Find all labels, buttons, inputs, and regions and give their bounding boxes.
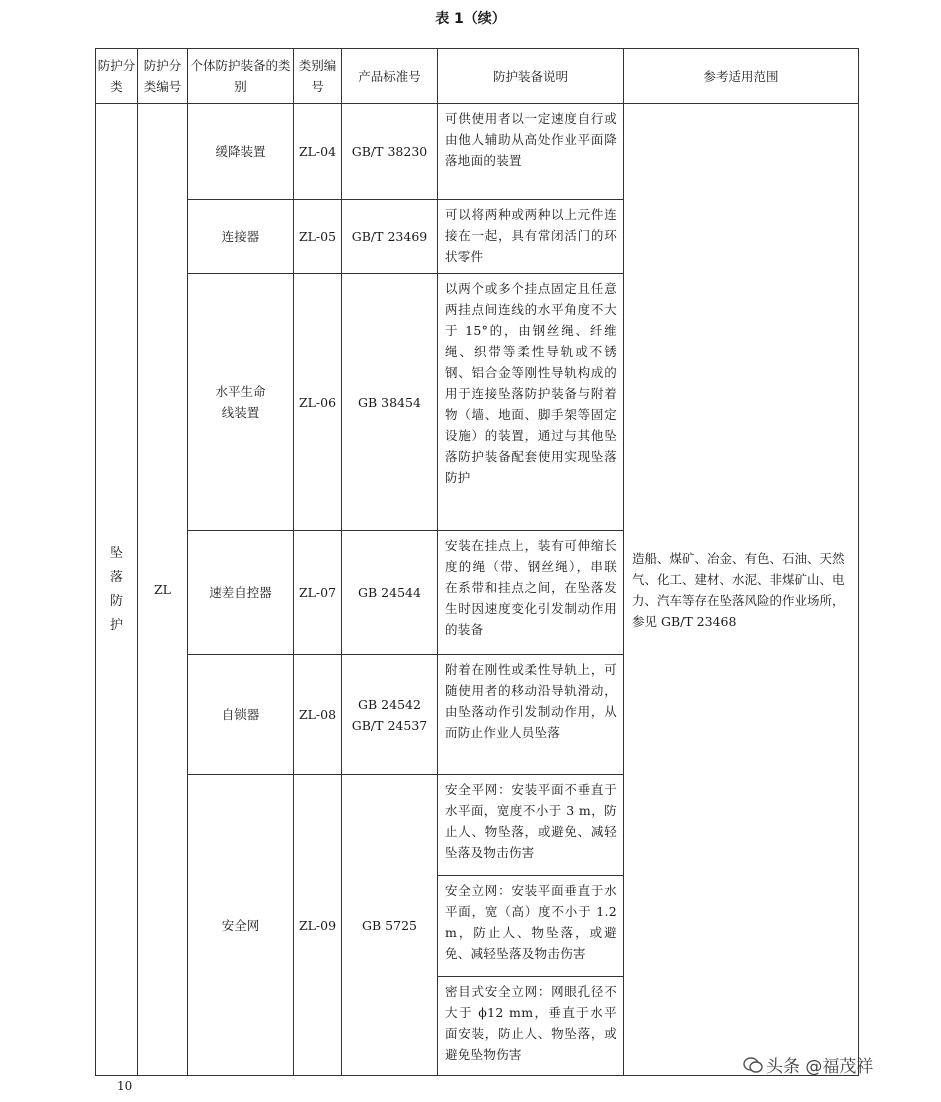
scope-cell: 造船、煤矿、冶金、有色、石油、天然气、化工、建材、水泥、非煤矿山、电力、汽车等存在坠落风险的作业场所，参见 GB/T 23468 — [624, 104, 859, 1076]
header-category: 防护分类 — [96, 49, 138, 104]
header-standard: 产品标准号 — [342, 49, 438, 104]
equipment-description: 可供使用者以一定速度自行或由他人辅助从高处作业平面降落地面的装置 — [438, 104, 624, 200]
table-row — [96, 104, 859, 200]
header-category-code: 防护分类编号 — [138, 49, 188, 104]
page-number: 10 — [117, 1079, 133, 1093]
equipment-name: 自锁器 — [188, 655, 294, 775]
category-cell — [96, 104, 138, 1076]
equipment-description: 以两个或多个挂点固定且任意两挂点间连线的水平角度不大于 15°的，由钢丝绳、纤维绳、织带等柔性导轨或不锈钢、铝合金等刚性导轨构成的用于连接坠落防护装备与附着物（墙、地面、脚手架等固定设施）的装置，通过与其他坠落防护装备配套使用实现坠落防护 — [438, 274, 624, 531]
equipment-standard: GB/T 23469 — [342, 200, 438, 274]
protection-table — [95, 48, 859, 1076]
equipment-description: 安全立网：安装平面垂直于水平面，宽（高）度不小于 1.2 m，防止人、物坠落，或避免、减轻坠落及物击伤害 — [438, 876, 624, 977]
equipment-name-text: 水平生命线装置 — [215, 384, 266, 420]
equipment-name: 安全网 — [188, 775, 294, 1076]
equipment-code: ZL-07 — [294, 531, 342, 655]
equipment-standard: GB 5725 — [342, 775, 438, 1076]
table-title: 表 1（续） — [435, 11, 506, 27]
equipment-code: ZL-09 — [294, 775, 342, 1076]
equipment-standard: GB/T 38230 — [342, 104, 438, 200]
category-label: 坠落防护 — [109, 545, 123, 633]
header-scope: 参考适用范围 — [624, 49, 859, 104]
equipment-name: 速差自控器 — [188, 531, 294, 655]
header-row — [96, 49, 859, 104]
equipment-code: ZL-08 — [294, 655, 342, 775]
equipment-standard: GB 38454 — [342, 274, 438, 531]
equipment-code: ZL-05 — [294, 200, 342, 274]
equipment-name — [188, 274, 294, 531]
watermark-text: 头条 @福茂祥 — [766, 1057, 874, 1077]
header-equipment-type: 个体防护装备的类别 — [188, 49, 294, 104]
category-code-cell: ZL — [138, 104, 188, 1076]
chat-bubble-icon — [742, 1054, 764, 1076]
equipment-description: 安装在挂点上，装有可伸缩长度的绳（带、钢丝绳），串联在系带和挂点之间，在坠落发生时因速度变化引发制动作用的装备 — [438, 531, 624, 655]
equipment-name: 连接器 — [188, 200, 294, 274]
watermark — [742, 1052, 873, 1077]
equipment-standard-1: GB 24542 — [358, 696, 421, 712]
equipment-code: ZL-06 — [294, 274, 342, 531]
equipment-standard-2: GB/T 24537 — [351, 717, 428, 733]
equipment-name: 缓降装置 — [188, 104, 294, 200]
equipment-standard: GB 24544 — [342, 531, 438, 655]
equipment-description: 安全平网：安装平面不垂直于水平面，宽度不小于 3 m，防止人、物坠落，或避免、减轻坠落及物击伤害 — [438, 775, 624, 876]
header-description: 防护装备说明 — [438, 49, 624, 104]
header-type-code: 类别编号 — [294, 49, 342, 104]
equipment-code: ZL-04 — [294, 104, 342, 200]
equipment-description: 可以将两种或两种以上元件连接在一起，具有常闭活门的环状零件 — [438, 200, 624, 274]
equipment-description: 密目式安全立网：网眼孔径不大于 ϕ12 mm，垂直于水平面安装，防止人、物坠落，或避免坠物伤害 — [438, 977, 624, 1076]
equipment-description: 附着在刚性或柔性导轨上，可随使用者的移动沿导轨滑动，由坠落动作引发制动作用，从而防止作业人员坠落 — [438, 655, 624, 775]
equipment-standard — [342, 655, 438, 775]
